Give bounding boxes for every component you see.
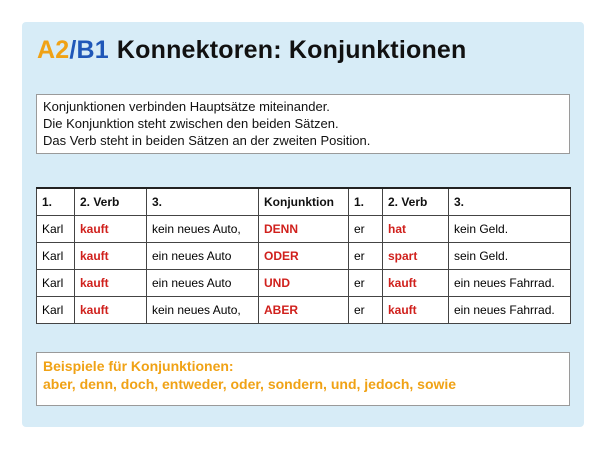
verb-cell: hat [383, 216, 449, 243]
lesson-card [22, 22, 584, 427]
subject-cell: Karl [37, 216, 75, 243]
header-cell: 2. Verb [383, 188, 449, 216]
subject-cell: er [349, 243, 383, 270]
verb-cell: kauft [383, 270, 449, 297]
rest-cell: ein neues Auto [147, 243, 259, 270]
rest-cell: kein neues Auto, [147, 297, 259, 324]
subject-cell: Karl [37, 297, 75, 324]
rest-cell: kein Geld. [449, 216, 571, 243]
header-cell: 1. [349, 188, 383, 216]
subject-cell: er [349, 270, 383, 297]
rest-cell: ein neues Auto [147, 270, 259, 297]
subject-cell: er [349, 297, 383, 324]
level-a2-label: A2 [37, 36, 70, 64]
level-separator: / [69, 36, 77, 64]
title-text: Konnektoren: Konjunktionen [116, 36, 467, 64]
conjunction-cell: UND [259, 270, 349, 297]
table-row [37, 216, 571, 243]
subject-cell: er [349, 216, 383, 243]
header-cell: 1. [37, 188, 75, 216]
verb-cell: kauft [75, 270, 147, 297]
page-title [37, 36, 467, 65]
verb-cell: kauft [75, 297, 147, 324]
header-cell: 2. Verb [75, 188, 147, 216]
rest-cell: kein neues Auto, [147, 216, 259, 243]
table-row [37, 270, 571, 297]
rest-cell: sein Geld. [449, 243, 571, 270]
table-header-row [37, 188, 571, 216]
subject-cell: Karl [37, 270, 75, 297]
verb-cell: kauft [75, 243, 147, 270]
header-cell: 3. [449, 188, 571, 216]
intro-box [36, 94, 570, 154]
verb-cell: spart [383, 243, 449, 270]
subject-cell: Karl [37, 243, 75, 270]
table-row [37, 297, 571, 324]
verb-cell: kauft [75, 216, 147, 243]
intro-line: Die Konjunktion steht zwischen den beiden Sätzen. [43, 116, 339, 131]
conjunction-cell: ABER [259, 297, 349, 324]
examples-box [36, 352, 570, 406]
rest-cell: ein neues Fahrrad. [449, 297, 571, 324]
conjunction-cell: ODER [259, 243, 349, 270]
examples-heading: Beispiele für Konjunktionen: [43, 358, 234, 374]
header-cell: Konjunktion [259, 188, 349, 216]
verb-cell: kauft [383, 297, 449, 324]
intro-line: Konjunktionen verbinden Hauptsätze miteinander. [43, 99, 330, 114]
level-b1-label: B1 [76, 36, 109, 64]
header-cell: 3. [147, 188, 259, 216]
rest-cell: ein neues Fahrrad. [449, 270, 571, 297]
conjunction-cell: DENN [259, 216, 349, 243]
conjunction-table [36, 187, 571, 324]
table-row [37, 243, 571, 270]
intro-line: Das Verb steht in beiden Sätzen an der zweiten Position. [43, 133, 371, 148]
examples-list: aber, denn, doch, entweder, oder, sondern, und, jedoch, sowie [43, 376, 457, 392]
